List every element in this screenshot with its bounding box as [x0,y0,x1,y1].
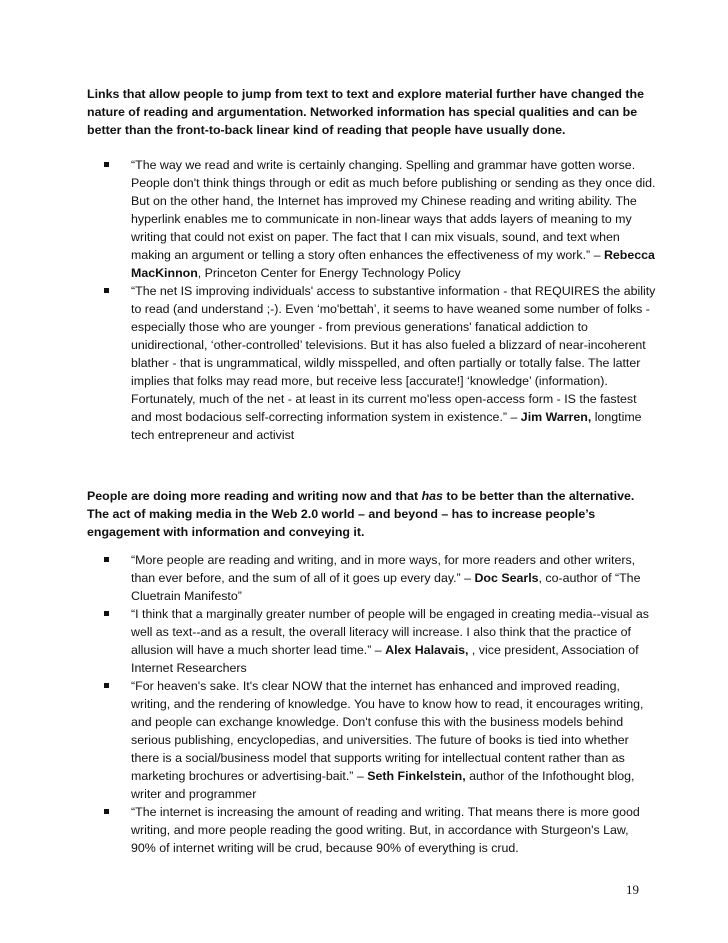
square-bullet-icon [104,288,109,293]
quote-text: “The net IS improving individuals' access to substantive information - that REQUIRES the ability to read (and understand ;-). Even ‘mo'bettah’, it seems to have weaned some number of folks - especially those who are younger - from previous generations' fanatical addiction to unidirectional, ‘other-controlled’ televisions. But it has also fueled a blizzard of near-incoherent blather - that is ungrammatical, wildly misspelled, and often partially or totally false. The latter implies that folks may read more, but receive less [accurate!] ‘knowledge’ (information). Fortunately, much of the net - at least in its current mo'less open-access form - IS the fastest and most bodacious self-correcting information system in existence.” – [131,284,656,424]
square-bullet-icon [104,683,109,688]
quote-text: “The way we read and write is certainly changing. Spelling and grammar have gotten worse. People don't think things through or edit as much before publishing or sending as they once did. But on the other hand, the Internet has improved my Chinese reading and writing ability. The hyperlink enables me to communicate in non-linear ways that adds layers of meaning to my writing that could not exist on paper. The fact that I can mix visuals, sound, and text when making an argument or telling a story often enhances the effectiveness of my work.” – [131,158,656,262]
list-item [104,677,656,803]
heading-text: People are doing more reading and writing now and that [87,489,422,503]
page-number: 19 [626,882,639,897]
quote-affiliation: author of the Infothought blog, writer and programmer [131,769,635,801]
list-item [104,156,656,282]
section-heading-1: Links that allow people to jump from text to text and explore material further have changed the nature of reading and argumentation. Networked information has special qualities and can be better than the front-to-back linear kind of reading that people have usually done. [87,87,644,137]
quote-text: “For heaven's sake. It's clear NOW that the internet has enhanced and improved reading, writing, and the rendering of knowledge. You have to know how to read, it encourages writing, and people can exchange knowledge. Don't confuse this with the business models behind serious publishing, encyclopedias, and universities. The future of books is tied into whether there is a social/business model that supports writing for intellectual content rather than as marketing brochures or advertising-bait.” – [131,679,644,783]
square-bullet-icon [104,809,109,814]
square-bullet-icon [104,611,109,616]
section-heading-2 [87,487,647,541]
quote-author: Doc Searls [474,571,539,585]
square-bullet-icon [104,557,109,562]
quote-affiliation: , vice president, Association of Internet Researchers [131,643,639,675]
list-item [104,282,656,444]
quote-text: “The internet is increasing the amount of reading and writing. That means there is more good writing, and more people reading the good writing. But, in accordance with Sturgeon's Law, 90% of internet writing will be crud, because 90% of everything is crud. [131,805,640,855]
quote-author: Rebecca MacKinnon [131,248,655,280]
quote-affiliation: longtime tech entrepreneur and activist [131,410,642,442]
quote-affiliation: , co-author of “The Cluetrain Manifesto” [131,571,641,603]
quote-text: “More people are reading and writing, and in more ways, for more readers and other writers, than ever before, and the sum of all of it goes up every day.” – [131,553,636,585]
list-item [104,803,656,857]
heading-emphasis: has [421,489,443,503]
quote-author: Alex Halavais, [385,643,469,657]
square-bullet-icon [104,162,109,167]
list-item [104,605,656,677]
quote-author: Jim Warren, [520,410,592,424]
quote-affiliation: , Princeton Center for Energy Technology Policy [197,266,461,280]
heading-text: to be better than the alternative. The act of making media in the Web 2.0 world – and beyond – has to increase people’s engagement with information and conveying it. [87,489,635,539]
quote-list-1 [104,156,656,444]
quote-list-2 [104,551,656,857]
quote-author: Seth Finkelstein, [367,769,466,783]
quote-text: “I think that a marginally greater number of people will be engaged in creating media--visual as well as text--and as a result, the overall literacy will increase. I also think that the practice of allusion will have a much shorter lead time.” – [131,607,649,657]
list-item [104,551,656,605]
